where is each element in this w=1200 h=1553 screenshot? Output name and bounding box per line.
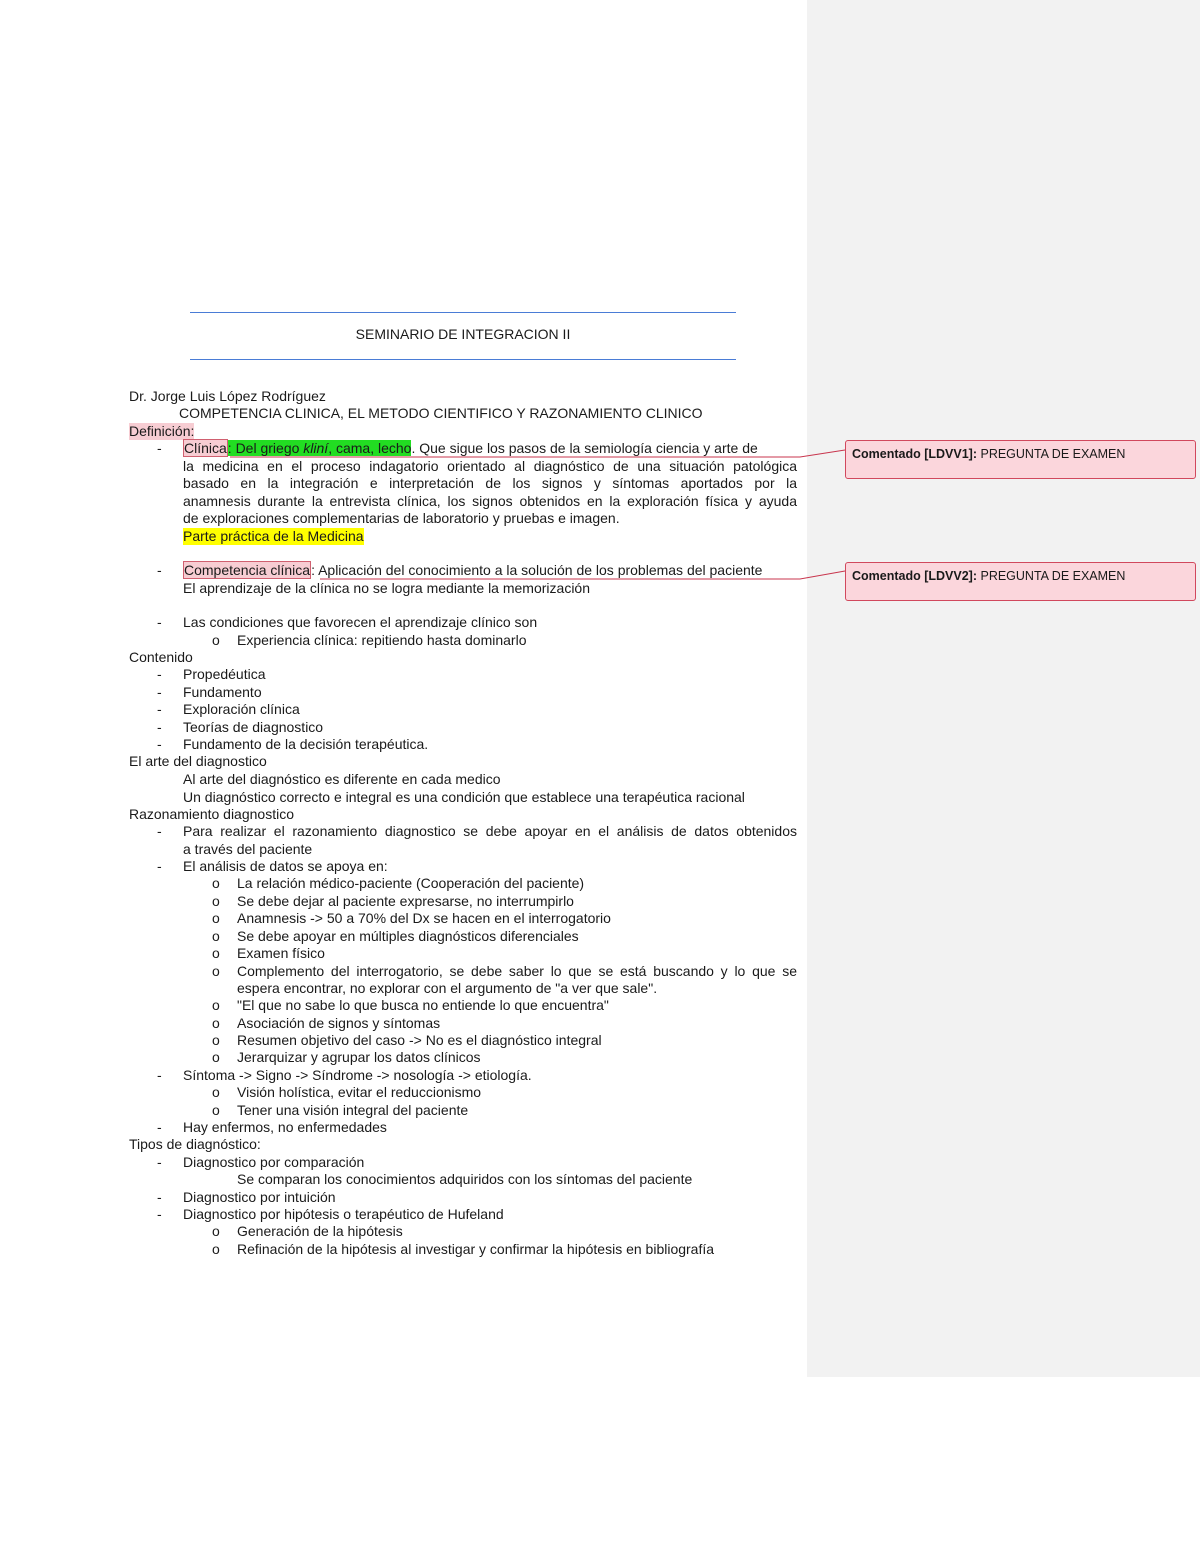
clinica-line2: la medicina en el proceso indagatorio orientado al diagnóstico de una situación patológica bbox=[183, 458, 797, 474]
razonamiento-subitem: Examen físico bbox=[237, 945, 325, 961]
bullet-circle: o bbox=[212, 1015, 220, 1031]
arte-heading: El arte del diagnostico bbox=[129, 753, 267, 769]
comment-connector-1 bbox=[230, 450, 845, 457]
definicion-heading: Definición: bbox=[129, 423, 195, 439]
contenido-item: Exploración clínica bbox=[183, 701, 300, 717]
tipos-item3: Diagnostico por hipótesis o terapéutico de Hufeland bbox=[183, 1206, 504, 1222]
bullet-circle: o bbox=[212, 1032, 220, 1048]
comment-label: Comentado [LDVV1]: bbox=[852, 447, 977, 461]
bullet-dash: - bbox=[157, 666, 162, 682]
experiencia: Experiencia clínica: repitiendo hasta dominarlo bbox=[237, 632, 527, 648]
bullet-circle: o bbox=[212, 1223, 220, 1239]
razonamiento-heading: Razonamiento diagnostico bbox=[129, 806, 294, 822]
clinica-term: Clínica bbox=[184, 440, 227, 456]
razonamiento-item3-sub: Tener una visión integral del paciente bbox=[237, 1102, 469, 1118]
contenido-item: Fundamento bbox=[183, 684, 262, 700]
comment-text: PREGUNTA DE EXAMEN bbox=[980, 569, 1126, 583]
clinica-line1-rest: . Que sigue los pasos de la semiología ciencia y arte de bbox=[411, 440, 758, 456]
razonamiento-item3: Síntoma -> Signo -> Síndrome -> nosología -> etiología. bbox=[183, 1067, 532, 1083]
razonamiento-subitem: Resumen objetivo del caso -> No es el diagnóstico integral bbox=[237, 1032, 602, 1048]
contenido-item: Teorías de diagnostico bbox=[183, 719, 324, 735]
bullet-dash: - bbox=[157, 736, 162, 752]
complemento-line1: Complemento del interrogatorio, se debe saber lo que se está buscando y lo que se bbox=[237, 963, 797, 979]
tipos-item3-sub: Generación de la hipótesis bbox=[237, 1223, 403, 1239]
bullet-dash: - bbox=[157, 1206, 162, 1222]
contenido-item: Propedéutica bbox=[183, 666, 266, 682]
bullet-circle: o bbox=[212, 910, 220, 926]
bullet-dash: - bbox=[157, 440, 162, 456]
razonamiento-subitem: Anamnesis -> 50 a 70% del Dx se hacen en el interrogatorio bbox=[237, 910, 611, 926]
razonamiento-item1-line1: Para realizar el razonamiento diagnostico se debe apoyar en el análisis de datos obtenidos bbox=[183, 823, 797, 839]
competencia-line2: El aprendizaje de la clínica no se logra mediante la memorización bbox=[183, 580, 590, 596]
origin-word: kliní bbox=[303, 440, 329, 456]
razonamiento-subitem: Jerarquizar y agrupar los datos clínicos bbox=[237, 1049, 481, 1065]
bullet-circle: o bbox=[212, 1049, 220, 1065]
bullet-dash: - bbox=[157, 858, 162, 874]
comment-label: Comentado [LDVV2]: bbox=[852, 569, 977, 583]
bullet-dash: - bbox=[157, 1189, 162, 1205]
tipos-item3-sub: Refinación de la hipótesis al investigar y confirmar la hipótesis en bibliografía bbox=[237, 1241, 715, 1257]
bullet-circle: o bbox=[212, 875, 220, 891]
comment-balloon-2[interactable] bbox=[845, 562, 1196, 601]
bullet-dash: - bbox=[157, 614, 162, 630]
razonamiento-item4: Hay enfermos, no enfermedades bbox=[183, 1119, 387, 1135]
bullet-circle: o bbox=[212, 928, 220, 944]
bullet-circle: o bbox=[212, 997, 220, 1013]
bullet-dash: - bbox=[157, 1154, 162, 1170]
comment-balloon-1[interactable] bbox=[845, 440, 1196, 479]
bullet-dash: - bbox=[157, 562, 162, 578]
comment-connector-2 bbox=[320, 571, 845, 579]
subtitle: COMPETENCIA CLINICA, EL METODO CIENTIFICO Y RAZONAMIENTO CLINICO bbox=[179, 405, 703, 421]
bullet-dash: - bbox=[157, 1119, 162, 1135]
arte-line1: Al arte del diagnóstico es diferente en cada medico bbox=[183, 771, 501, 787]
author: Dr. Jorge Luis López Rodríguez bbox=[129, 388, 326, 404]
razonamiento-item3-sub: Visión holística, evitar el reduccionismo bbox=[237, 1084, 482, 1100]
competencia-rest: : Aplicación del conocimiento a la solución de los problemas del paciente bbox=[311, 562, 763, 578]
razonamiento-subitem: Se debe apoyar en múltiples diagnósticos diferenciales bbox=[237, 928, 579, 944]
bullet-circle: o bbox=[212, 963, 220, 979]
page-title: SEMINARIO DE INTEGRACION II bbox=[355, 326, 571, 342]
clinica-line4: anamnesis durante la entrevista clínica, los signos obtenidos en la exploración física y ayuda bbox=[183, 493, 797, 509]
razonamiento-subitem: "El que no sabe lo que busca no entiende lo que encuentra" bbox=[237, 997, 609, 1013]
razonamiento-subitem: Asociación de signos y síntomas bbox=[237, 1015, 441, 1031]
clinica-highlight: Parte práctica de la Medicina bbox=[183, 528, 364, 544]
razonamiento-subitem: La relación médico-paciente (Cooperación del paciente) bbox=[237, 875, 585, 891]
complemento-line2: espera encontrar, no explorar con el argumento de "a ver que sale". bbox=[237, 980, 658, 996]
bullet-dash: - bbox=[157, 684, 162, 700]
tipos-item1: Diagnostico por comparación bbox=[183, 1154, 365, 1170]
tipos-heading: Tipos de diagnóstico: bbox=[129, 1136, 261, 1152]
bullet-dash: - bbox=[157, 823, 162, 839]
bullet-circle: o bbox=[212, 632, 220, 648]
origin-post: , cama, lecho bbox=[328, 440, 412, 456]
condiciones: Las condiciones que favorecen el aprendizaje clínico son bbox=[183, 614, 538, 630]
bullet-circle: o bbox=[212, 945, 220, 961]
contenido-heading: Contenido bbox=[129, 649, 193, 665]
bullet-dash: - bbox=[157, 701, 162, 717]
bullet-circle: o bbox=[212, 1102, 220, 1118]
bullet-circle: o bbox=[212, 893, 220, 909]
bullet-circle: o bbox=[212, 1241, 220, 1257]
tipos-item2: Diagnostico por intuición bbox=[183, 1189, 336, 1205]
razonamiento-item1-line2: a través del paciente bbox=[183, 841, 313, 857]
origin-pre: : Del griego bbox=[227, 440, 304, 456]
comment-text: PREGUNTA DE EXAMEN bbox=[980, 447, 1126, 461]
bullet-dash: - bbox=[157, 1067, 162, 1083]
arte-line2: Un diagnóstico correcto e integral es una condición que establece una terapéutica racional bbox=[183, 789, 745, 805]
contenido-item: Fundamento de la decisión terapéutica. bbox=[183, 736, 429, 752]
clinica-line5: de exploraciones complementarias de laboratorio y pruebas e imagen. bbox=[183, 510, 620, 526]
tipos-item1-detail: Se comparan los conocimientos adquiridos con los síntomas del paciente bbox=[237, 1171, 693, 1187]
razonamiento-subitem: Se debe dejar al paciente expresarse, no interrumpirlo bbox=[237, 893, 574, 909]
bullet-dash: - bbox=[157, 719, 162, 735]
clinica-line3: basado en la integración e interpretación de los signos y síntomas aportados por la bbox=[183, 475, 797, 491]
bullet-circle: o bbox=[212, 1084, 220, 1100]
competencia-term: Competencia clínica bbox=[184, 562, 311, 578]
razonamiento-item2: El análisis de datos se apoya en: bbox=[183, 858, 388, 874]
